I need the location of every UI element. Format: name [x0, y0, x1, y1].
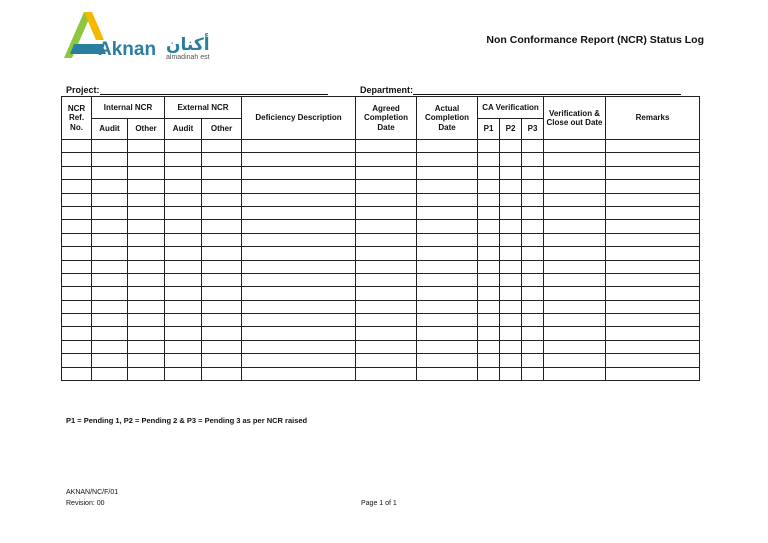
table-cell[interactable]	[165, 273, 202, 286]
table-cell[interactable]	[92, 354, 128, 367]
table-cell[interactable]	[478, 327, 500, 340]
table-cell[interactable]	[242, 193, 356, 206]
table-cell[interactable]	[165, 193, 202, 206]
table-cell[interactable]	[356, 153, 417, 166]
table-cell[interactable]	[202, 367, 242, 380]
table-row	[62, 153, 700, 166]
table-row	[62, 300, 700, 313]
table-cell[interactable]	[165, 247, 202, 260]
table-cell[interactable]	[417, 260, 478, 273]
table-cell[interactable]	[522, 287, 544, 300]
table-cell[interactable]	[522, 314, 544, 327]
header-agreed-completion-date: Agreed Completion Date	[356, 97, 417, 140]
table-cell[interactable]	[242, 314, 356, 327]
table-cell[interactable]	[62, 153, 92, 166]
table-cell[interactable]	[128, 166, 165, 179]
table-cell[interactable]	[202, 354, 242, 367]
table-cell[interactable]	[165, 300, 202, 313]
table-cell[interactable]	[128, 300, 165, 313]
table-cell[interactable]	[544, 273, 606, 286]
table-cell[interactable]	[92, 260, 128, 273]
table-cell[interactable]	[500, 166, 522, 179]
table-cell[interactable]	[128, 153, 165, 166]
header-internal-ncr: Internal NCR	[92, 97, 165, 119]
table-cell[interactable]	[417, 166, 478, 179]
table-cell[interactable]	[202, 193, 242, 206]
table-cell[interactable]	[544, 193, 606, 206]
table-row	[62, 180, 700, 193]
table-cell[interactable]	[128, 247, 165, 260]
table-cell[interactable]	[417, 233, 478, 246]
header-external-other: Other	[202, 119, 242, 140]
table-cell[interactable]	[128, 273, 165, 286]
table-row	[62, 247, 700, 260]
table-cell[interactable]	[202, 180, 242, 193]
table-cell[interactable]	[356, 354, 417, 367]
table-cell[interactable]	[92, 193, 128, 206]
header-verification-close-out-date: Verification & Close out Date	[544, 97, 606, 140]
table-cell[interactable]	[478, 180, 500, 193]
table-cell[interactable]	[242, 273, 356, 286]
table-cell[interactable]	[92, 247, 128, 260]
table-cell[interactable]	[478, 354, 500, 367]
table-cell[interactable]	[62, 247, 92, 260]
table-cell[interactable]	[62, 273, 92, 286]
table-cell[interactable]	[92, 367, 128, 380]
table-cell[interactable]	[522, 180, 544, 193]
table-cell[interactable]	[478, 314, 500, 327]
table-cell[interactable]	[417, 367, 478, 380]
header-p1: P1	[478, 119, 500, 140]
table-cell[interactable]	[92, 220, 128, 233]
table-cell[interactable]	[128, 327, 165, 340]
project-input-line[interactable]	[100, 84, 328, 95]
table-cell[interactable]	[544, 233, 606, 246]
table-cell[interactable]	[242, 300, 356, 313]
table-cell[interactable]	[606, 314, 700, 327]
table-cell[interactable]	[128, 314, 165, 327]
table-cell[interactable]	[92, 153, 128, 166]
table-cell[interactable]	[478, 367, 500, 380]
table-cell[interactable]	[92, 273, 128, 286]
header-internal-audit: Audit	[92, 119, 128, 140]
document-title: Non Conformance Report (NCR) Status Log	[486, 34, 704, 46]
table-cell[interactable]	[202, 233, 242, 246]
table-cell[interactable]	[500, 314, 522, 327]
table-cell[interactable]	[92, 327, 128, 340]
table-cell[interactable]	[417, 247, 478, 260]
table-cell[interactable]	[606, 180, 700, 193]
table-cell[interactable]	[62, 327, 92, 340]
table-cell[interactable]	[544, 220, 606, 233]
table-row	[62, 327, 700, 340]
table-cell[interactable]	[165, 340, 202, 353]
page-number: Page 1 of 1	[361, 500, 397, 507]
table-cell[interactable]	[356, 180, 417, 193]
table-cell[interactable]	[544, 166, 606, 179]
table-body	[62, 140, 700, 381]
table-cell[interactable]	[544, 260, 606, 273]
table-cell[interactable]	[522, 220, 544, 233]
table-row	[62, 193, 700, 206]
table-cell[interactable]	[544, 340, 606, 353]
table-cell[interactable]	[356, 220, 417, 233]
legend-note: P1 = Pending 1, P2 = Pending 2 & P3 = Pending 3 as per NCR raised	[66, 416, 308, 425]
header-p3: P3	[522, 119, 544, 140]
company-logo	[62, 10, 232, 62]
table-cell[interactable]	[242, 220, 356, 233]
table-cell[interactable]	[478, 220, 500, 233]
table-cell[interactable]	[165, 233, 202, 246]
header-p2: P2	[500, 119, 522, 140]
table-cell[interactable]	[165, 260, 202, 273]
table-cell[interactable]	[242, 140, 356, 153]
table-cell[interactable]	[500, 247, 522, 260]
table-cell[interactable]	[500, 260, 522, 273]
header-actual-completion-date: Actual Completion Date	[417, 97, 478, 140]
table-cell[interactable]	[500, 140, 522, 153]
table-cell[interactable]	[417, 340, 478, 353]
table-cell[interactable]	[606, 327, 700, 340]
table-row	[62, 233, 700, 246]
table-cell[interactable]	[62, 180, 92, 193]
table-cell[interactable]	[356, 287, 417, 300]
table-cell[interactable]	[92, 140, 128, 153]
table-cell[interactable]	[522, 367, 544, 380]
table-cell[interactable]	[544, 287, 606, 300]
table-cell[interactable]	[544, 180, 606, 193]
table-cell[interactable]	[202, 314, 242, 327]
table-cell[interactable]	[478, 166, 500, 179]
table-cell[interactable]	[606, 220, 700, 233]
table-row	[62, 287, 700, 300]
table-cell[interactable]	[606, 247, 700, 260]
table-cell[interactable]	[544, 327, 606, 340]
table-cell[interactable]	[544, 300, 606, 313]
table-row	[62, 140, 700, 153]
table-cell[interactable]	[417, 206, 478, 219]
table-cell[interactable]	[128, 206, 165, 219]
table-cell[interactable]	[356, 233, 417, 246]
table-cell[interactable]	[62, 354, 92, 367]
table-cell[interactable]	[606, 300, 700, 313]
table-cell[interactable]	[522, 193, 544, 206]
table-cell[interactable]	[544, 314, 606, 327]
table-row	[62, 314, 700, 327]
table-cell[interactable]	[165, 354, 202, 367]
table-cell[interactable]	[62, 166, 92, 179]
table-cell[interactable]	[242, 367, 356, 380]
table-cell[interactable]	[606, 260, 700, 273]
table-cell[interactable]	[500, 153, 522, 166]
table-cell[interactable]	[62, 314, 92, 327]
project-label: Project:	[66, 85, 100, 95]
table-cell[interactable]	[92, 287, 128, 300]
table-cell[interactable]	[356, 166, 417, 179]
table-cell[interactable]	[606, 340, 700, 353]
table-cell[interactable]	[417, 140, 478, 153]
table-cell[interactable]	[202, 206, 242, 219]
table-cell[interactable]	[128, 233, 165, 246]
table-cell[interactable]	[606, 206, 700, 219]
table-cell[interactable]	[500, 340, 522, 353]
table-cell[interactable]	[242, 354, 356, 367]
department-field	[360, 84, 681, 95]
table-cell[interactable]	[62, 260, 92, 273]
table-cell[interactable]	[92, 206, 128, 219]
table-cell[interactable]	[544, 140, 606, 153]
table-row	[62, 367, 700, 380]
table-cell[interactable]	[606, 287, 700, 300]
table-cell[interactable]	[202, 166, 242, 179]
table-cell[interactable]	[522, 260, 544, 273]
table-cell[interactable]	[544, 367, 606, 380]
revision-label: Revision: 00	[66, 500, 105, 507]
department-input-line[interactable]	[413, 84, 681, 95]
table-cell[interactable]	[544, 206, 606, 219]
table-cell[interactable]	[92, 233, 128, 246]
table-cell[interactable]	[522, 153, 544, 166]
table-cell[interactable]	[202, 260, 242, 273]
table-cell[interactable]	[417, 220, 478, 233]
logo-arabic-wordmark: أكنان	[166, 35, 210, 55]
table-cell[interactable]	[522, 327, 544, 340]
table-cell[interactable]	[606, 166, 700, 179]
table-cell[interactable]	[165, 140, 202, 153]
table-cell[interactable]	[128, 340, 165, 353]
table-cell[interactable]	[165, 327, 202, 340]
table-cell[interactable]	[500, 180, 522, 193]
table-cell[interactable]	[478, 247, 500, 260]
table-cell[interactable]	[128, 287, 165, 300]
table-cell[interactable]	[544, 153, 606, 166]
table-row	[62, 206, 700, 219]
table-cell[interactable]	[62, 220, 92, 233]
table-cell[interactable]	[500, 367, 522, 380]
table-cell[interactable]	[478, 260, 500, 273]
table-cell[interactable]	[242, 153, 356, 166]
table-cell[interactable]	[544, 247, 606, 260]
table-cell[interactable]	[417, 314, 478, 327]
header-deficiency-description: Deficiency Description	[242, 97, 356, 140]
table-cell[interactable]	[356, 300, 417, 313]
table-cell[interactable]	[242, 260, 356, 273]
table-cell[interactable]	[478, 153, 500, 166]
table-cell[interactable]	[356, 327, 417, 340]
table-cell[interactable]	[62, 140, 92, 153]
table-cell[interactable]	[62, 233, 92, 246]
header-internal-other: Other	[128, 119, 165, 140]
table-cell[interactable]	[500, 287, 522, 300]
table-cell[interactable]	[165, 220, 202, 233]
table-cell[interactable]	[165, 153, 202, 166]
table-cell[interactable]	[242, 180, 356, 193]
table-cell[interactable]	[202, 327, 242, 340]
table-cell[interactable]	[500, 354, 522, 367]
table-cell[interactable]	[92, 180, 128, 193]
table-cell[interactable]	[478, 273, 500, 286]
table-cell[interactable]	[92, 314, 128, 327]
department-label: Department:	[360, 85, 414, 95]
table-cell[interactable]	[522, 233, 544, 246]
table-cell[interactable]	[500, 273, 522, 286]
table-cell[interactable]	[522, 340, 544, 353]
logo-tagline: almadinah est	[166, 54, 210, 61]
table-cell[interactable]	[417, 354, 478, 367]
ncr-status-table	[61, 96, 700, 381]
table-cell[interactable]	[165, 367, 202, 380]
table-cell[interactable]	[202, 287, 242, 300]
table-cell[interactable]	[417, 193, 478, 206]
table-cell[interactable]	[500, 233, 522, 246]
header-ncr-ref: NCR Ref. No.	[62, 97, 92, 140]
table-cell[interactable]	[128, 180, 165, 193]
table-cell[interactable]	[202, 220, 242, 233]
logo-wordmark: Aknan	[98, 39, 157, 60]
table-cell[interactable]	[62, 193, 92, 206]
table-cell[interactable]	[478, 193, 500, 206]
table-cell[interactable]	[62, 206, 92, 219]
table-cell[interactable]	[202, 300, 242, 313]
table-cell[interactable]	[128, 367, 165, 380]
table-cell[interactable]	[202, 340, 242, 353]
table-cell[interactable]	[62, 287, 92, 300]
table-cell[interactable]	[165, 206, 202, 219]
table-cell[interactable]	[92, 166, 128, 179]
table-cell[interactable]	[500, 300, 522, 313]
table-cell[interactable]	[606, 354, 700, 367]
header-external-ncr: External NCR	[165, 97, 242, 119]
table-cell[interactable]	[417, 327, 478, 340]
table-cell[interactable]	[356, 193, 417, 206]
table-cell[interactable]	[478, 300, 500, 313]
header-ca-verification: CA Verification	[478, 97, 544, 119]
table-cell[interactable]	[500, 206, 522, 219]
table-cell[interactable]	[500, 327, 522, 340]
table-cell[interactable]	[500, 220, 522, 233]
table-cell[interactable]	[522, 273, 544, 286]
table-cell[interactable]	[478, 233, 500, 246]
table-cell[interactable]	[522, 247, 544, 260]
table-cell[interactable]	[544, 354, 606, 367]
table-cell[interactable]	[417, 180, 478, 193]
table-cell[interactable]	[606, 273, 700, 286]
table-cell[interactable]	[606, 233, 700, 246]
table-row	[62, 340, 700, 353]
table-cell[interactable]	[62, 367, 92, 380]
table-cell[interactable]	[522, 206, 544, 219]
table-cell[interactable]	[606, 193, 700, 206]
table-cell[interactable]	[92, 340, 128, 353]
table-row	[62, 166, 700, 179]
header-remarks: Remarks	[606, 97, 700, 140]
table-cell[interactable]	[242, 287, 356, 300]
table-cell[interactable]	[242, 340, 356, 353]
table-row	[62, 220, 700, 233]
table-cell[interactable]	[356, 340, 417, 353]
table-cell[interactable]	[606, 153, 700, 166]
table-cell[interactable]	[165, 287, 202, 300]
table-cell[interactable]	[522, 166, 544, 179]
table-cell[interactable]	[165, 166, 202, 179]
table-cell[interactable]	[417, 287, 478, 300]
table-cell[interactable]	[478, 287, 500, 300]
header-external-audit: Audit	[165, 119, 202, 140]
table-cell[interactable]	[202, 153, 242, 166]
table-cell[interactable]	[128, 140, 165, 153]
table-cell[interactable]	[202, 273, 242, 286]
table-cell[interactable]	[356, 314, 417, 327]
table-row	[62, 354, 700, 367]
table-cell[interactable]	[242, 327, 356, 340]
table-cell[interactable]	[128, 260, 165, 273]
table-cell[interactable]	[62, 300, 92, 313]
table-cell[interactable]	[356, 273, 417, 286]
table-cell[interactable]	[522, 300, 544, 313]
table-cell[interactable]	[417, 273, 478, 286]
table-cell[interactable]	[62, 340, 92, 353]
table-cell[interactable]	[356, 206, 417, 219]
table-row	[62, 273, 700, 286]
table-cell[interactable]	[417, 153, 478, 166]
table-cell[interactable]	[128, 354, 165, 367]
table-cell[interactable]	[242, 247, 356, 260]
table-cell[interactable]	[417, 300, 478, 313]
table-cell[interactable]	[478, 206, 500, 219]
table-cell[interactable]	[500, 193, 522, 206]
table-cell[interactable]	[356, 260, 417, 273]
table-cell[interactable]	[356, 247, 417, 260]
table-cell[interactable]	[478, 140, 500, 153]
table-cell[interactable]	[165, 314, 202, 327]
table-cell[interactable]	[242, 166, 356, 179]
table-cell[interactable]	[128, 220, 165, 233]
project-field	[66, 84, 328, 95]
table-cell[interactable]	[202, 140, 242, 153]
table-cell[interactable]	[606, 140, 700, 153]
table-cell[interactable]	[128, 193, 165, 206]
table-cell[interactable]	[92, 300, 128, 313]
table-cell[interactable]	[356, 140, 417, 153]
table-row	[62, 260, 700, 273]
table-cell[interactable]	[478, 340, 500, 353]
table-cell[interactable]	[242, 233, 356, 246]
table-cell[interactable]	[606, 367, 700, 380]
table-cell[interactable]	[522, 140, 544, 153]
table-cell[interactable]	[242, 206, 356, 219]
form-code: AKNAN/NC/F/01	[66, 489, 119, 496]
table-cell[interactable]	[202, 247, 242, 260]
table-cell[interactable]	[522, 354, 544, 367]
table-cell[interactable]	[356, 367, 417, 380]
table-cell[interactable]	[165, 180, 202, 193]
